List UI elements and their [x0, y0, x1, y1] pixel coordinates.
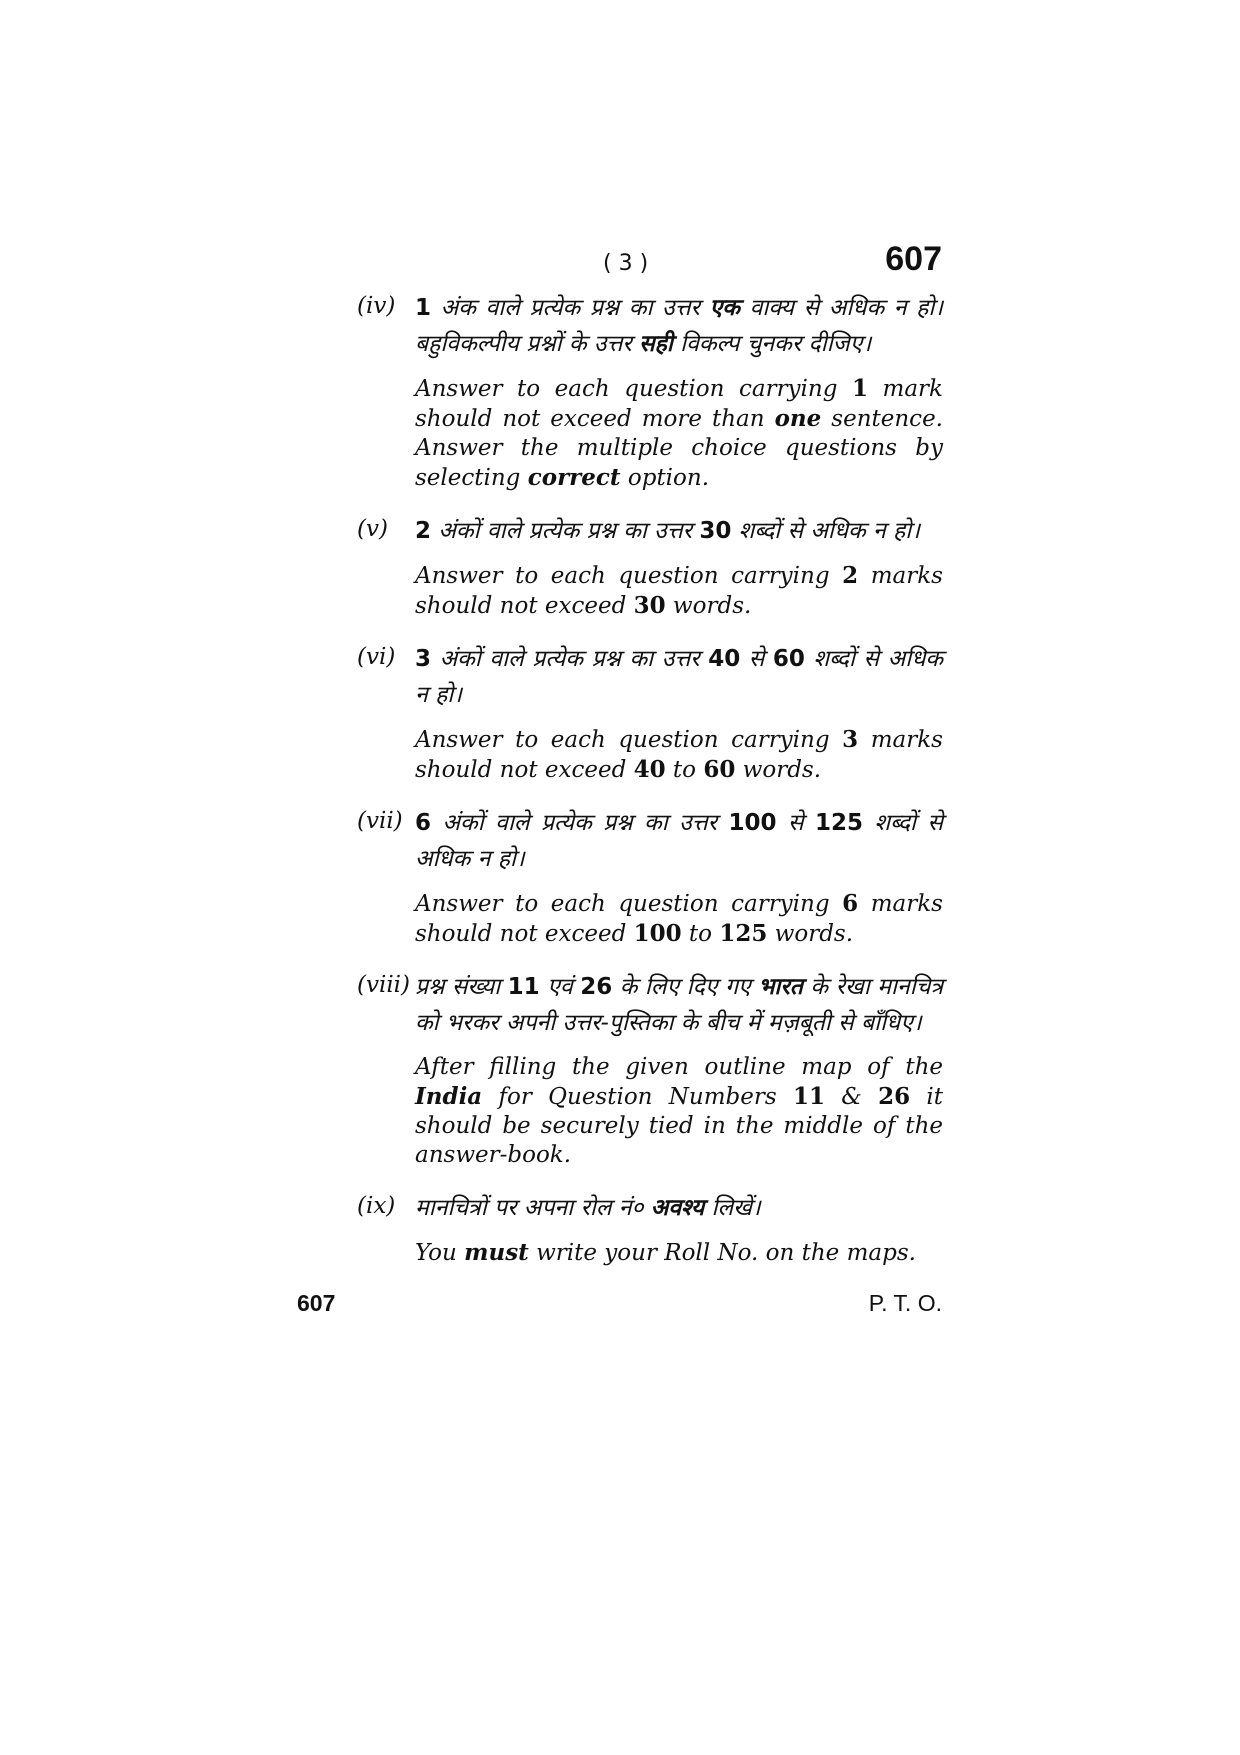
text-segment: Answer to each question carrying [415, 727, 843, 753]
text-segment: एक [709, 295, 740, 321]
text-segment: से [740, 646, 773, 672]
text-segment: 40 [633, 756, 666, 783]
instruction-hindi [415, 641, 943, 713]
text-segment: अंकों वाले प्रत्येक प्रश्न का उत्तर [431, 810, 729, 836]
instruction-number: (viii) [357, 972, 411, 998]
instruction-item [357, 969, 943, 1176]
instruction-english [415, 889, 943, 949]
text-segment: 100 [728, 810, 777, 836]
text-segment: must [464, 1239, 529, 1266]
instruction-hindi [415, 513, 943, 549]
text-segment: marks should not exceed [415, 891, 943, 947]
text-segment: भारत [758, 974, 803, 1000]
text-segment: After filling the given outline map of the [415, 1054, 943, 1080]
text-segment: वाक्य से अधिक न हो। बहुविकल्पीय प्रश्नों के उत्तर [415, 295, 944, 357]
instruction-hindi [415, 290, 943, 362]
instruction-body [415, 969, 943, 1176]
instruction-english [415, 1238, 943, 1268]
text-segment: marks should not exceed [415, 727, 943, 783]
text-segment: 11 [792, 1083, 825, 1110]
text-segment: 11 [507, 974, 540, 1000]
instruction-body [415, 1190, 943, 1274]
text-segment: 125 [719, 920, 768, 947]
instruction-hindi [415, 1190, 943, 1226]
text-segment: के लिए दिए गए [612, 974, 759, 1000]
text-segment: 60 [772, 646, 805, 672]
text-segment: 100 [633, 920, 682, 947]
text-segment: प्रश्न संख्या [415, 974, 508, 1000]
instructions-list [357, 290, 943, 1288]
text-segment: मानचित्रों पर अपना रोल नं० [415, 1195, 651, 1221]
instruction-body [415, 805, 943, 955]
text-segment: mark should not exceed more than [415, 376, 943, 432]
text-segment: correct [527, 464, 621, 491]
text-segment: 2 [842, 562, 859, 589]
text-segment: 125 [815, 810, 864, 836]
text-segment: sentence. Answer the multiple choice questions by selecting [415, 406, 943, 491]
text-segment: अंकों वाले प्रत्येक प्रश्न का उत्तर [431, 518, 700, 544]
instruction-body [415, 513, 943, 627]
instruction-body [415, 290, 943, 499]
text-segment: शब्दों से अधिक न हो। [415, 646, 944, 708]
text-segment: लिखें। [704, 1195, 761, 1221]
text-segment: 6 [842, 890, 859, 917]
text-segment: 3 [415, 646, 432, 672]
instruction-english [415, 561, 943, 621]
paper-code-top: 607 [885, 240, 942, 278]
text-segment: शब्दों से अधिक न हो। [731, 518, 920, 544]
text-segment: 2 [415, 518, 432, 544]
text-segment: 30 [633, 592, 666, 619]
text-segment: 40 [708, 646, 741, 672]
instruction-item [357, 1190, 943, 1274]
page-number: ( 3 ) [603, 251, 649, 276]
instruction-english [415, 725, 943, 785]
text-segment: words. [735, 757, 822, 783]
instruction-item [357, 290, 943, 499]
instruction-item [357, 513, 943, 627]
text-segment: 1 [851, 375, 868, 402]
instruction-number: (ix) [357, 1193, 396, 1219]
text-segment: 3 [842, 726, 859, 753]
text-segment: विकल्प चुनकर दीजिए। [672, 331, 872, 357]
text-segment: एवं [539, 974, 581, 1000]
text-segment: अवश्य [650, 1195, 705, 1221]
instruction-number: (iv) [357, 293, 396, 319]
text-segment: to [681, 921, 720, 947]
instruction-english [415, 1053, 943, 1170]
text-segment: 26 [580, 974, 613, 1000]
text-segment: 1 [415, 295, 432, 321]
pto-label: P. T. O. [868, 1290, 942, 1316]
text-segment: 6 [415, 810, 432, 836]
instruction-body [415, 641, 943, 791]
text-segment: marks should not exceed [415, 563, 943, 619]
text-segment: के रेखा मानचित्र को भरकर अपनी उत्तर-पुस्तिका के बीच में मज़बूती से बाँधिए। [415, 974, 944, 1036]
text-segment: for Question Numbers [482, 1084, 793, 1110]
text-segment: से [776, 810, 816, 836]
text-segment: India [415, 1083, 483, 1110]
instruction-english [415, 374, 943, 493]
text-segment: Answer to each question carrying [415, 891, 843, 917]
text-segment: Answer to each question carrying [415, 563, 843, 589]
text-segment: words. [665, 593, 752, 619]
text-segment: & [825, 1084, 879, 1110]
text-segment: to [665, 757, 704, 783]
text-segment: अंक वाले प्रत्येक प्रश्न का उत्तर [431, 295, 710, 321]
paper-code-bottom: 607 [297, 1290, 336, 1316]
text-segment: 30 [699, 518, 732, 544]
text-segment: one [774, 405, 822, 432]
instruction-item [357, 805, 943, 955]
text-segment: You [415, 1240, 465, 1266]
instruction-hindi [415, 805, 943, 877]
text-segment: write your Roll No. on the maps. [528, 1240, 916, 1266]
instruction-hindi [415, 969, 943, 1041]
text-segment: शब्दों से अधिक न हो। [415, 810, 944, 872]
text-segment: words. [767, 921, 854, 947]
text-segment: 26 [878, 1083, 911, 1110]
instruction-number: (vi) [357, 644, 396, 670]
text-segment: option. [620, 465, 710, 491]
text-segment: अंकों वाले प्रत्येक प्रश्न का उत्तर [431, 646, 709, 672]
instruction-number: (vii) [357, 808, 403, 834]
instruction-number: (v) [357, 516, 388, 542]
instruction-item [357, 641, 943, 791]
text-segment: Answer to each question carrying [415, 376, 852, 402]
text-segment: it should be securely tied in the middle of the answer-book. [415, 1084, 943, 1168]
text-segment: सही [639, 331, 673, 357]
text-segment: 60 [703, 756, 736, 783]
